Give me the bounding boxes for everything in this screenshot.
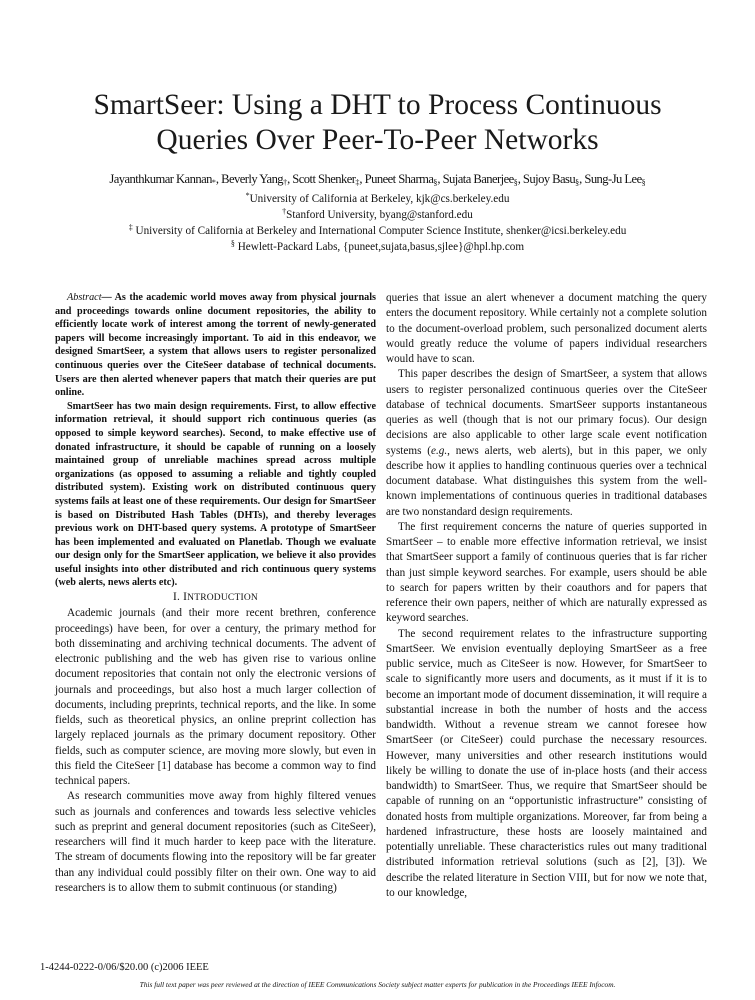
author: Jayanthkumar Kannan (109, 172, 212, 186)
abstract-paragraph: SmartSeer has two main design requirements. First, to allow effective information retrieval, it should support rich continuous queries (as opposed to simple keyword searches). Second, to make effective use of donated infrastructure, it should be capable of running on a loosely maintained group of unreliable machines spread across multiple organizations (as opposed to assuming a reliable and tightly coupled distributed system). Existing work on distributed continuous query systems fails at least one of these requirements. Our design for SmartSeer is based on Distributed Hash Tables (DHTs), and thereby leverages previous work on DHT-based query systems. A prototype of SmartSeer has been implemented and evaluated on Planetlab. Though we evaluate our design only for the SmartSeer application, we believe it also provides useful insights into other distributed and rich continuous query systems (web alerts, news alerts etc). (55, 400, 376, 589)
section-number: I. (173, 591, 184, 604)
body-paragraph: Academic journals (and their more recent brethren, conference proceedings) have been, for over a century, the primary method for both disseminating and archiving technical documents. The advent of electronic publishing and the web has given rise to various online document repositories that contain not only the electronic versions of journals and proceedings, but also host a much larger collection of documents, including preprints, technical reports, and the like. In some fields, such as theoretical physics, an online preprint collection has largely replaced journals as the primary document repository. Other fields, such as computer science, are moving more slowly, but even in this field the CiteSeer [1] database has become a common way to find technical papers. (55, 607, 376, 788)
author: Sujoy Basu (522, 172, 576, 186)
body-paragraph: The second requirement relates to the infrastructure supporting SmartSeer. We envision eventually deploying SmartSeer as a free public service, much as CiteSeer is now. However, for SmartSeer to scale to significantly more users and documents, as it must if it is to become an important mode of document dissemination, it will require a substantial increase in both the number of hosts and the access bandwidth. Without a revenue stream we cannot foresee how SmartSeer (or CiteSeer) could purchase the necessary resources. However, many universities and other research institutions would likely be willing to donate the use of in-place hosts (and their access bandwidth) to SmartSeer. Thus, we require that SmartSeer should be capable of running on an “opportunistic infrastructure” consisting of donated hosts from multiple organizations. Moreover, far from being a hardened infrastructure, these hosts are loosely maintained and potentially unreliable. These characteristics rules out many traditional distributed information retrieval solutions (such as [2], [3]). We describe the related literature in Section VIII, but for now we note that, to our knowledge, (386, 627, 707, 899)
body-text: , news alerts, web alerts), but in this paper, we only describe how it applies to handling continuous queries over a technical document database. What distinguishes this system from the well-known implementations of continuous queries in traditional databases are two nonstandard design requirements. (386, 444, 707, 518)
author: Beverly Yang (221, 172, 284, 186)
body-paragraph (386, 367, 707, 520)
affiliation-text: University of California at Berkeley, kjk@cs.berkeley.edu (249, 193, 510, 205)
right-column (386, 291, 707, 901)
body-text: This paper describes the design of SmartSeer, a system that allows users to register personalized continuous queries over the CiteSeer database of technical documents. SmartSeer supports instantaneous queries as well (though that is not our primary focus). Our design decisions are also applicable to other large scale event notification systems ( (386, 368, 707, 457)
affiliation (0, 221, 755, 238)
author: Puneet Sharma (364, 172, 434, 186)
abstract-dash: — (101, 292, 115, 303)
affiliation-text: University of California at Berkeley and International Computer Science Institute, shenker@icsi.berkeley.edu (132, 225, 627, 237)
title-line-2: Queries Over Peer-To-Peer Networks (156, 124, 599, 156)
author: Sung-Ju Lee (584, 172, 642, 186)
copyright-id: 1-4244-0222-0/06/$20.00 (c)2006 IEEE (40, 962, 209, 973)
author: Scott Shenker (292, 172, 356, 186)
left-column (55, 291, 376, 896)
title-line-1: SmartSeer: Using a DHT to Process Continuous (93, 89, 662, 121)
body-italic: e.g. (431, 444, 448, 457)
section-initial: I (183, 591, 188, 604)
body-paragraph: The first requirement concerns the nature of queries supported in SmartSeer – to enable more effective information retrieval, we insist that SmartSeer support a family of continuous queries that is far richer than just simple keyword searches. For example, users should be able to search for papers written by their coauthors and for papers that reference their own papers, neither of which are naturally expressed as keyword searches. (386, 520, 707, 625)
author-mark: * (211, 178, 216, 187)
section-heading (55, 590, 376, 606)
abstract-paragraph (55, 291, 376, 400)
author-mark: § (641, 178, 646, 187)
affiliation-mark: § (230, 239, 235, 248)
author: Sujata Banerjee (442, 172, 514, 186)
affiliation-mark: ‡ (128, 223, 133, 232)
paper-title (0, 88, 755, 158)
affiliation-mark: † (282, 207, 287, 216)
author-mark: ‡ (355, 178, 360, 187)
body-paragraph: queries that issue an alert whenever a document matching the query enters the document repository. While certainly not a complete solution to the document-overload problem, such personalized document alerts would greatly reduce the volume of papers individual researchers would have to scan. (386, 292, 707, 365)
author-list: Jayanthkumar Kannan$_*$, Beverly Yang$_\dagger$, Scott Shenker$_\ddagger$, Puneet Sharma$_\S$, Sujata Banerjee$_\S$, Sujoy Basu$_\S$, Sung-Ju Lee$_\S$ (109, 172, 646, 187)
abstract-text: As the academic world moves away from physical journals and proceedings towards online document repositories, the ability to efficiently locate work of interest among the torrent of newly-generated papers will become increasingly important. To aid in this endeavor, we designed SmartSeer, a system that allows users to register personalized continuous queries over the CiteSeer database of technical documents. Users are then alerted whenever papers that match their queries are put online. (55, 292, 377, 399)
section-title-rest: NTRODUCTION (187, 593, 258, 604)
affiliation (0, 189, 755, 206)
abstract-label: Abstract (67, 292, 102, 303)
author-mark: § (513, 178, 518, 187)
peer-review-note: This full text paper was peer reviewed at the direction of IEEE Communications Society subject matter experts for publication in the Proceedings IEEE Infocom. (139, 980, 616, 989)
affiliation (0, 237, 755, 254)
affiliation-text: Stanford University, byang@stanford.edu (286, 209, 473, 221)
abstract (55, 291, 376, 590)
author-mark: § (575, 178, 580, 187)
affiliation-mark: * (245, 191, 250, 200)
body-paragraph: As research communities move away from highly filtered venues such as journals and conferences and towards less selective vehicles such as preprint and general document repositories (such as CiteSeer), researchers will find it much harder to keep pace with the literature. The stream of documents flowing into the repository will be far greater than any individual could possibly filter on their own. One way to aid researchers is to allow them to submit continuous (or standing) (55, 790, 376, 894)
affiliation (0, 205, 755, 222)
author-mark: † (283, 178, 288, 187)
affiliation-text: Hewlett-Packard Labs, {puneet,sujata,basus,sjlee}@hpl.hp.com (234, 241, 525, 253)
author-mark: § (433, 178, 438, 187)
